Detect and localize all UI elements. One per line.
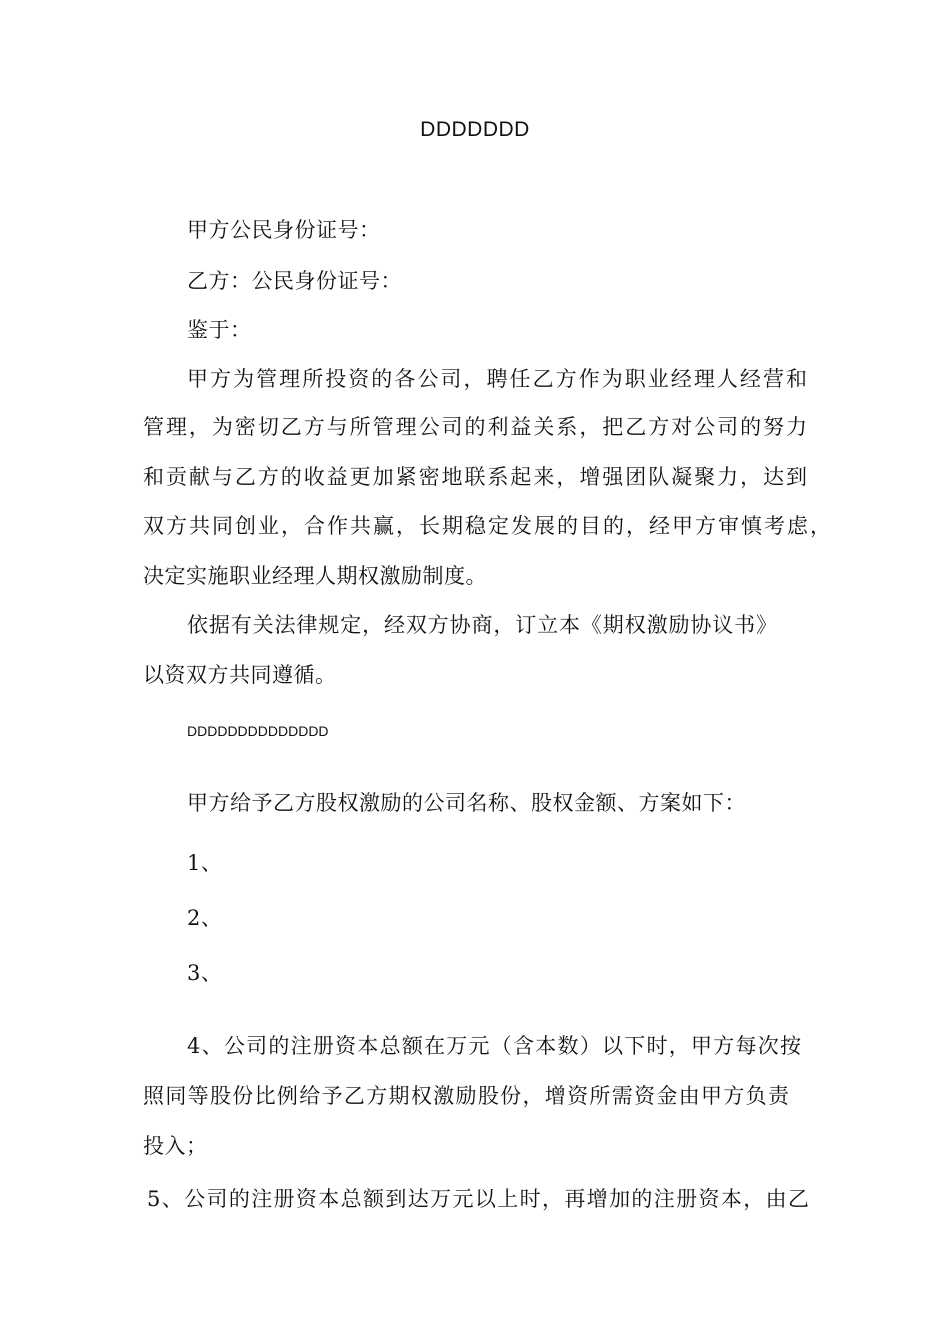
item4-line-3: 投入；	[143, 1134, 208, 1158]
para1-line-5: 决定实施职业经理人期权激励制度。	[143, 564, 487, 588]
party-b-line: 乙方：公民身份证号：	[187, 269, 402, 293]
document-title: DDDDDDD	[420, 118, 530, 141]
whereas-line: 鉴于：	[187, 318, 252, 342]
para1-line-4: 双方共同创业，合作共赢，长期稳定发展的目的，经甲方审慎考虑，	[143, 514, 831, 538]
para1-line-1: 甲方为管理所投资的各公司，聘任乙方作为职业经理人经营和	[187, 367, 807, 391]
list-item-2: 2、	[187, 906, 223, 930]
list-item-1: 1、	[187, 851, 223, 875]
item4-line-2: 照同等股份比例给予乙方期权激励股份，增资所需资金由甲方负责	[143, 1084, 789, 1108]
section-heading: DDDDDDDDDDDDDD	[187, 723, 329, 739]
item4-line-1: 4、公司的注册资本总额在万元（含本数）以下时，甲方每次按	[187, 1034, 801, 1058]
para1-line-3: 和贡献与乙方的收益更加紧密地联系起来，增强团队凝聚力，达到	[143, 465, 807, 489]
intro-line: 甲方给予乙方股权激励的公司名称、股权金额、方案如下：	[187, 791, 746, 815]
para1-line-2: 管理，为密切乙方与所管理公司的利益关系，把乙方对公司的努力	[143, 415, 807, 439]
para2-line-2: 以资双方共同遵循。	[143, 663, 337, 687]
item5-line-1: 5、公司的注册资本总额到达万元以上时，再增加的注册资本，由乙	[147, 1187, 809, 1211]
party-a-line: 甲方公民身份证号：	[187, 218, 381, 242]
list-item-3: 3、	[187, 961, 223, 985]
para2-line-1: 依据有关法律规定，经双方协商，订立本《期权激励协议书》	[187, 613, 777, 637]
